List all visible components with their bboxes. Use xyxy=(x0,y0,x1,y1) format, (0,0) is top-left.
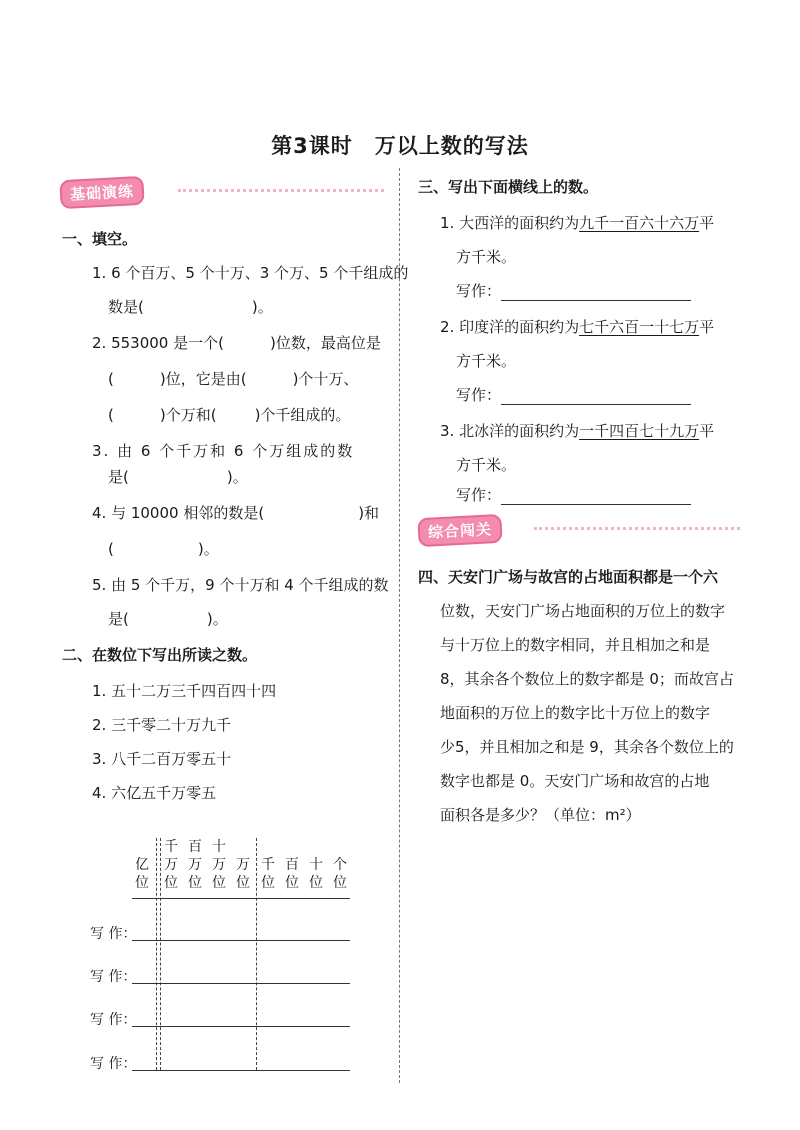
dashed-divider-yi-2 xyxy=(160,838,161,1070)
s3-q2-write xyxy=(456,384,691,405)
q4-line2 xyxy=(108,538,219,559)
q2-line2 xyxy=(108,368,358,389)
page-title: 第3课时 万以上数的写法 xyxy=(271,134,529,158)
q5-line2 xyxy=(108,608,228,629)
s3-q3-write-label: 写作： xyxy=(456,486,502,504)
col-yi: 亿 位 xyxy=(135,857,149,891)
s3-q2-tail: 平 xyxy=(699,318,715,336)
s3-q3-line2: 方千米。 xyxy=(456,456,517,474)
q1-suffix: )。 xyxy=(251,298,273,316)
s2-item-2: 2. 三千零二十万九千 xyxy=(92,716,232,734)
write-line-2[interactable] xyxy=(132,983,350,984)
col-qianwan: 千 万 位 xyxy=(164,839,178,891)
q1-prefix: 数是( xyxy=(108,298,144,316)
write-label-4: 写 作： xyxy=(90,1056,137,1072)
s3-q3-line1 xyxy=(440,420,714,441)
q4-text-d: )。 xyxy=(197,540,219,558)
s3-q1-write-line[interactable] xyxy=(501,286,691,301)
col-qian: 千 位 xyxy=(261,857,275,891)
q5-prefix: 是( xyxy=(108,610,129,628)
q1-line1: 1. 6 个百万、5 个十万、3 个万、5 个千组成的 xyxy=(92,264,409,282)
banner-label-2: 综合闯关 xyxy=(417,514,502,547)
section1-heading: 一、填空。 xyxy=(62,230,138,248)
section3-heading: 三、写出下面横线上的数。 xyxy=(418,178,599,196)
write-label-2: 写 作： xyxy=(90,969,137,985)
s3-q2-underlined: 七千六百一十七万 xyxy=(579,318,700,336)
q2-text-h: )个千组成的。 xyxy=(254,406,351,424)
s3-q2-line2: 方千米。 xyxy=(456,352,517,370)
s3-q2-write-line[interactable] xyxy=(501,390,691,405)
s3-q1-tail: 平 xyxy=(699,214,715,232)
col-bai: 百 位 xyxy=(285,857,299,891)
s4-line-7: 数字也都是 0。天安门广场和故宫的占地 xyxy=(440,772,710,790)
q3-line2 xyxy=(108,466,248,487)
s3-q3-text: 3. 北冰洋的面积约为 xyxy=(440,422,580,440)
table-header-rule xyxy=(132,898,350,899)
dashed-divider-yi xyxy=(156,838,157,1070)
s2-item-3: 3. 八千二百万零五十 xyxy=(92,750,232,768)
s3-q1-write-label: 写作： xyxy=(456,282,502,300)
s3-q1-underlined: 九千一百六十六万 xyxy=(579,214,700,232)
section2-heading: 二、在数位下写出所读之数。 xyxy=(62,646,258,664)
col-shiwan: 十 万 位 xyxy=(212,839,226,891)
q2-line3 xyxy=(108,404,350,425)
q2-text-g: )个万和( xyxy=(159,406,217,424)
q3-prefix: 是( xyxy=(108,468,129,486)
q4-text-a: 4. 与 10000 相邻的数是( xyxy=(92,504,265,522)
s4-line-4: 8，其余各个数位上的数字都是 0；而故宫占 xyxy=(440,670,734,688)
q4-text-c: ( xyxy=(108,540,114,558)
s3-q1-line2: 方千米。 xyxy=(456,248,517,266)
s3-q2-line1 xyxy=(440,316,714,337)
s3-q3-write xyxy=(456,484,691,505)
s4-line-5: 地面积的万位上的数字比十万位上的数字 xyxy=(440,704,711,722)
write-label-3: 写 作： xyxy=(90,1012,137,1028)
q2-text-a: 2. 553000 是一个( xyxy=(92,334,224,352)
col-wan: 万 位 xyxy=(236,857,250,891)
q5-line1: 5. 由 5 个千万，9 个十万和 4 个千组成的数 xyxy=(92,576,389,594)
synthesis-banner xyxy=(418,516,502,545)
col-shi: 十 位 xyxy=(309,857,323,891)
q5-suffix: )。 xyxy=(206,610,228,628)
s2-item-1: 1. 五十二万三千四百四十四 xyxy=(92,682,277,700)
q2-text-b: )位数，最高位是 xyxy=(269,334,381,352)
banner-label: 基础演练 xyxy=(59,176,144,209)
q2-text-c: ( xyxy=(108,370,114,388)
s3-q3-write-line[interactable] xyxy=(501,490,691,505)
write-line-1[interactable] xyxy=(132,940,350,941)
q4-line1 xyxy=(92,502,379,523)
col-baiwan: 百 万 位 xyxy=(188,839,202,891)
s3-q2-text: 2. 印度洋的面积约为 xyxy=(440,318,580,336)
column-divider xyxy=(399,168,400,1083)
col-ge: 个 位 xyxy=(333,857,347,891)
banner-dotted-line-2 xyxy=(534,527,740,530)
s3-q2-write-label: 写作： xyxy=(456,386,502,404)
basic-practice-banner xyxy=(60,178,144,207)
s2-item-4: 4. 六亿五千万零五 xyxy=(92,784,217,802)
dashed-divider-wan xyxy=(256,838,257,1070)
write-line-3[interactable] xyxy=(132,1026,350,1027)
s4-line-6: 少5，并且相加之和是 9，其余各个数位上的 xyxy=(440,738,734,756)
q2-text-e: )个十万、 xyxy=(292,370,359,388)
write-line-4[interactable] xyxy=(132,1070,350,1071)
s4-line-8: 面积各是多少？（单位：m²） xyxy=(440,806,641,824)
write-label-1: 写 作： xyxy=(90,926,137,942)
q1-line2 xyxy=(108,296,273,317)
q4-text-b: )和 xyxy=(358,504,380,522)
q2-text-f: ( xyxy=(108,406,114,424)
s4-line-2: 位数，天安门广场占地面积的万位上的数字 xyxy=(440,602,726,620)
q2-text-d: )位，它是由( xyxy=(159,370,247,388)
s4-line-1: 四、天安门广场与故宫的占地面积都是一个六 xyxy=(418,568,719,586)
q3-line1: 3. 由 6 个千万和 6 个万组成的数 xyxy=(92,442,355,460)
s3-q3-underlined: 一千四百七十九万 xyxy=(579,422,700,440)
s3-q1-line1 xyxy=(440,212,714,233)
q3-suffix: )。 xyxy=(226,468,248,486)
q2-line1 xyxy=(92,332,381,353)
banner-dotted-line xyxy=(178,189,384,192)
s3-q3-tail: 平 xyxy=(699,422,715,440)
s3-q1-write xyxy=(456,280,691,301)
s3-q1-text: 1. 大西洋的面积约为 xyxy=(440,214,580,232)
place-value-table xyxy=(132,838,352,1078)
s4-line-3: 与十万位上的数字相同，并且相加之和是 xyxy=(440,636,711,654)
